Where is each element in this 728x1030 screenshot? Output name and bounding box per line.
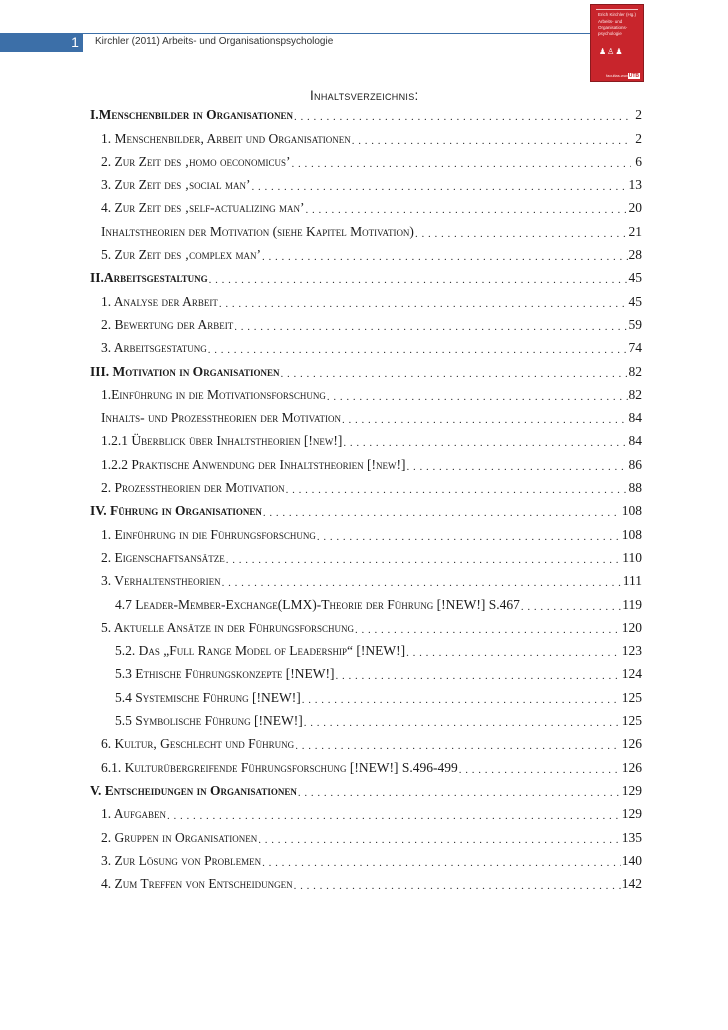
toc-entry-label: 4. Zur Zeit des ‚self-actualizing man’ <box>101 200 305 216</box>
toc-entry[interactable] <box>90 403 642 426</box>
toc-entry-page: 6 <box>635 153 642 169</box>
toc-entry-label: 5. Zur Zeit des ‚complex man’ <box>101 247 261 263</box>
toc-entry[interactable] <box>90 776 642 799</box>
toc-entry-label: 4. Zum Treffen von Entscheidungen <box>101 876 293 892</box>
toc-entry-label: 1.2.2 Praktische Anwendung der Inhaltstheorien [!new!] <box>101 456 406 472</box>
toc-entry-page: 123 <box>621 643 642 659</box>
toc-entry[interactable] <box>90 216 642 239</box>
toc-entry-page: 2 <box>635 130 642 146</box>
page-number: 1 <box>71 34 79 50</box>
toc-leader-dots <box>262 251 628 263</box>
toc-leader-dots <box>219 298 628 310</box>
toc-entry-page: 108 <box>621 503 642 519</box>
toc-entry-page: 119 <box>622 596 642 612</box>
toc-entry[interactable] <box>90 426 642 449</box>
toc-entry-label: 3. Zur Zeit des ‚social man’ <box>101 177 251 193</box>
toc-leader-dots <box>406 647 621 659</box>
toc-entry-page: 140 <box>621 852 642 868</box>
toc-leader-dots <box>251 181 627 193</box>
cover-editor: Erich Kirchler (Hg.) <box>598 12 637 17</box>
toc-leader-dots <box>327 391 628 403</box>
toc-entry-page: 13 <box>628 177 642 193</box>
toc-entry-page: 111 <box>622 573 642 589</box>
toc-entry-label: 1.2.1 Überblick über Inhaltstheorien [!new!] <box>101 433 343 449</box>
toc-entry-label: 6. Kultur, Geschlecht und Führung <box>101 736 295 752</box>
toc-entry-label: 2. Prozesstheorien der Motivation <box>101 480 285 496</box>
toc-entry-label: IV. Führung in Organisationen <box>90 503 262 519</box>
toc-entry-page: 84 <box>628 433 642 449</box>
toc-entry-page: 21 <box>628 223 642 239</box>
toc-leader-dots <box>459 764 621 776</box>
toc-leader-dots <box>317 531 621 543</box>
toc-entry[interactable] <box>90 846 642 869</box>
cover-title-line-2: Organisations- <box>598 25 628 30</box>
toc-entry-page: 88 <box>628 480 642 496</box>
toc-entry-page: 108 <box>621 526 642 542</box>
toc-leader-dots <box>222 577 622 589</box>
toc-entry[interactable] <box>90 869 642 892</box>
toc-entry-label: 6.1. Kulturübergreifende Führungsforschung [!NEW!] S.496-499 <box>101 759 458 775</box>
toc-leader-dots <box>262 857 621 869</box>
toc-entry-page: 129 <box>621 782 642 798</box>
toc-leader-dots <box>352 135 631 147</box>
toc-entry[interactable] <box>90 496 642 519</box>
table-of-contents <box>90 100 642 892</box>
toc-leader-dots <box>302 694 621 706</box>
toc-leader-dots <box>355 624 621 636</box>
toc-entry-page: 82 <box>628 386 642 402</box>
toc-entry[interactable] <box>90 613 642 636</box>
toc-leader-dots <box>281 368 628 380</box>
toc-entry-label: 5. Aktuelle Ansätze in der Führungsforschung <box>101 619 355 635</box>
toc-entry[interactable] <box>90 729 642 752</box>
toc-entry[interactable] <box>90 147 642 170</box>
cover-title-line-1: Arbeits- und <box>598 19 623 24</box>
toc-leader-dots <box>407 461 628 473</box>
toc-entry[interactable] <box>90 263 642 286</box>
toc-entry-page: 142 <box>621 876 642 892</box>
page-title: Inhaltsverzeichnis: <box>310 88 419 103</box>
toc-entry[interactable] <box>90 799 642 822</box>
toc-entry-label: 4.7 Leader-Member-Exchange(LMX)-Theorie der Führung [!NEW!] S.467 <box>115 596 520 612</box>
toc-entry-page: 59 <box>628 316 642 332</box>
toc-entry-page: 84 <box>628 410 642 426</box>
toc-leader-dots <box>335 670 620 682</box>
toc-entry-label: 2. Gruppen in Organisationen <box>101 829 258 845</box>
toc-leader-dots <box>294 111 631 123</box>
toc-leader-dots <box>263 507 621 519</box>
toc-entry[interactable] <box>90 822 642 845</box>
toc-entry[interactable] <box>90 286 642 309</box>
toc-entry-label: 1. Aufgaben <box>101 806 167 822</box>
running-title: Kirchler (2011) Arbeits- und Organisationspsychologie <box>95 36 334 47</box>
toc-entry-label: 1.Einführung in die Motivationsforschung <box>101 386 326 402</box>
toc-entry[interactable] <box>90 589 642 612</box>
toc-entry[interactable] <box>90 449 642 472</box>
toc-leader-dots <box>298 787 621 799</box>
toc-entry-label: 1. Einführung in die Führungsforschung <box>101 526 316 542</box>
toc-entry-page: 110 <box>622 549 642 565</box>
toc-entry-page: 129 <box>621 806 642 822</box>
toc-entry-page: 82 <box>628 363 642 379</box>
toc-leader-dots <box>286 484 628 496</box>
toc-leader-dots <box>521 601 621 613</box>
toc-entry-label: III. Motivation in Organisationen <box>90 363 280 379</box>
toc-leader-dots <box>342 414 627 426</box>
toc-entry-label: I.Menschenbilder in Organisationen <box>90 107 293 123</box>
toc-entry-page: 124 <box>621 666 642 682</box>
toc-entry-label: 5.3 Ethische Führungskonzepte [!NEW!] <box>115 666 335 682</box>
header-divider <box>82 33 83 52</box>
toc-entry-page: 135 <box>621 829 642 845</box>
toc-leader-dots <box>304 717 621 729</box>
toc-leader-dots <box>294 880 621 892</box>
toc-entry-page: 45 <box>628 293 642 309</box>
toc-entry-label: Inhaltstheorien der Motivation (siehe Kapitel Motivation) <box>101 223 414 239</box>
toc-entry-page: 125 <box>621 713 642 729</box>
toc-entry-page: 2 <box>635 107 642 123</box>
header-rule <box>82 33 612 34</box>
toc-entry[interactable] <box>90 519 642 542</box>
toc-entry[interactable] <box>90 636 642 659</box>
toc-entry-page: 126 <box>621 759 642 775</box>
toc-entry[interactable] <box>90 752 642 775</box>
toc-entry[interactable] <box>90 706 642 729</box>
toc-leader-dots <box>343 437 627 449</box>
toc-entry-label: V. Entscheidungen in Organisationen <box>90 782 297 798</box>
toc-entry[interactable] <box>90 100 642 123</box>
toc-leader-dots <box>209 274 628 286</box>
cover-publisher: facultas.wuv <box>606 73 629 78</box>
toc-entry-page: 45 <box>628 270 642 286</box>
cover-figures-icon: ♟♙♟ <box>599 47 624 56</box>
toc-leader-dots <box>226 554 621 566</box>
toc-entry[interactable] <box>90 659 642 682</box>
toc-entry[interactable] <box>90 473 642 496</box>
toc-entry-page: 20 <box>628 200 642 216</box>
toc-entry[interactable] <box>90 123 642 146</box>
toc-entry-label: 3. Arbeitsgestatung <box>101 340 207 356</box>
toc-leader-dots <box>167 810 621 822</box>
toc-leader-dots <box>305 204 627 216</box>
toc-entry-page: 126 <box>621 736 642 752</box>
toc-entry-label: 2. Bewertung der Arbeit <box>101 316 234 332</box>
toc-entry-label: 5.4 Systemische Führung [!NEW!] <box>115 689 301 705</box>
toc-leader-dots <box>208 344 628 356</box>
toc-entry-page: 28 <box>628 247 642 263</box>
toc-entry-label: 3. Zur Lösung von Problemen <box>101 852 262 868</box>
toc-entry-page: 120 <box>621 619 642 635</box>
toc-entry[interactable] <box>90 333 642 356</box>
toc-leader-dots <box>295 740 621 752</box>
toc-entry[interactable] <box>90 356 642 379</box>
toc-entry-label: 2. Zur Zeit des ‚homo oeconomicus’ <box>101 153 291 169</box>
toc-entry-label: 3. Verhaltenstheorien <box>101 573 221 589</box>
toc-entry[interactable] <box>90 682 642 705</box>
toc-entry[interactable] <box>90 193 642 216</box>
toc-entry[interactable] <box>90 310 642 333</box>
toc-entry[interactable] <box>90 170 642 193</box>
toc-entry[interactable] <box>90 543 642 566</box>
toc-entry-page: 125 <box>621 689 642 705</box>
toc-leader-dots <box>292 158 632 170</box>
toc-leader-dots <box>415 228 628 240</box>
toc-entry-label: 5.2. Das „Full Range Model of Leadership“ [!NEW!] <box>115 643 406 659</box>
cover-rule <box>596 9 638 10</box>
toc-entry[interactable] <box>90 380 642 403</box>
toc-entry-page: 74 <box>628 340 642 356</box>
book-cover-image <box>590 4 644 82</box>
toc-entry-page: 86 <box>628 456 642 472</box>
toc-entry-label: 5.5 Symbolische Führung [!NEW!] <box>115 713 303 729</box>
toc-entry[interactable] <box>90 566 642 589</box>
toc-leader-dots <box>258 834 620 846</box>
toc-leader-dots <box>234 321 627 333</box>
cover-badge: UTB <box>628 73 639 79</box>
toc-entry-label: 1. Analyse der Arbeit <box>101 293 218 309</box>
toc-entry-label: II.Arbeitsgestaltung <box>90 270 208 286</box>
toc-entry-label: 1. Menschenbilder, Arbeit und Organisationen <box>101 130 351 146</box>
toc-entry[interactable] <box>90 240 642 263</box>
cover-title-line-3: psychologie <box>598 31 622 36</box>
toc-entry-label: Inhalts- und Prozesstheorien der Motivation <box>101 410 342 426</box>
toc-entry-label: 2. Eigenschaftsansätze <box>101 549 225 565</box>
